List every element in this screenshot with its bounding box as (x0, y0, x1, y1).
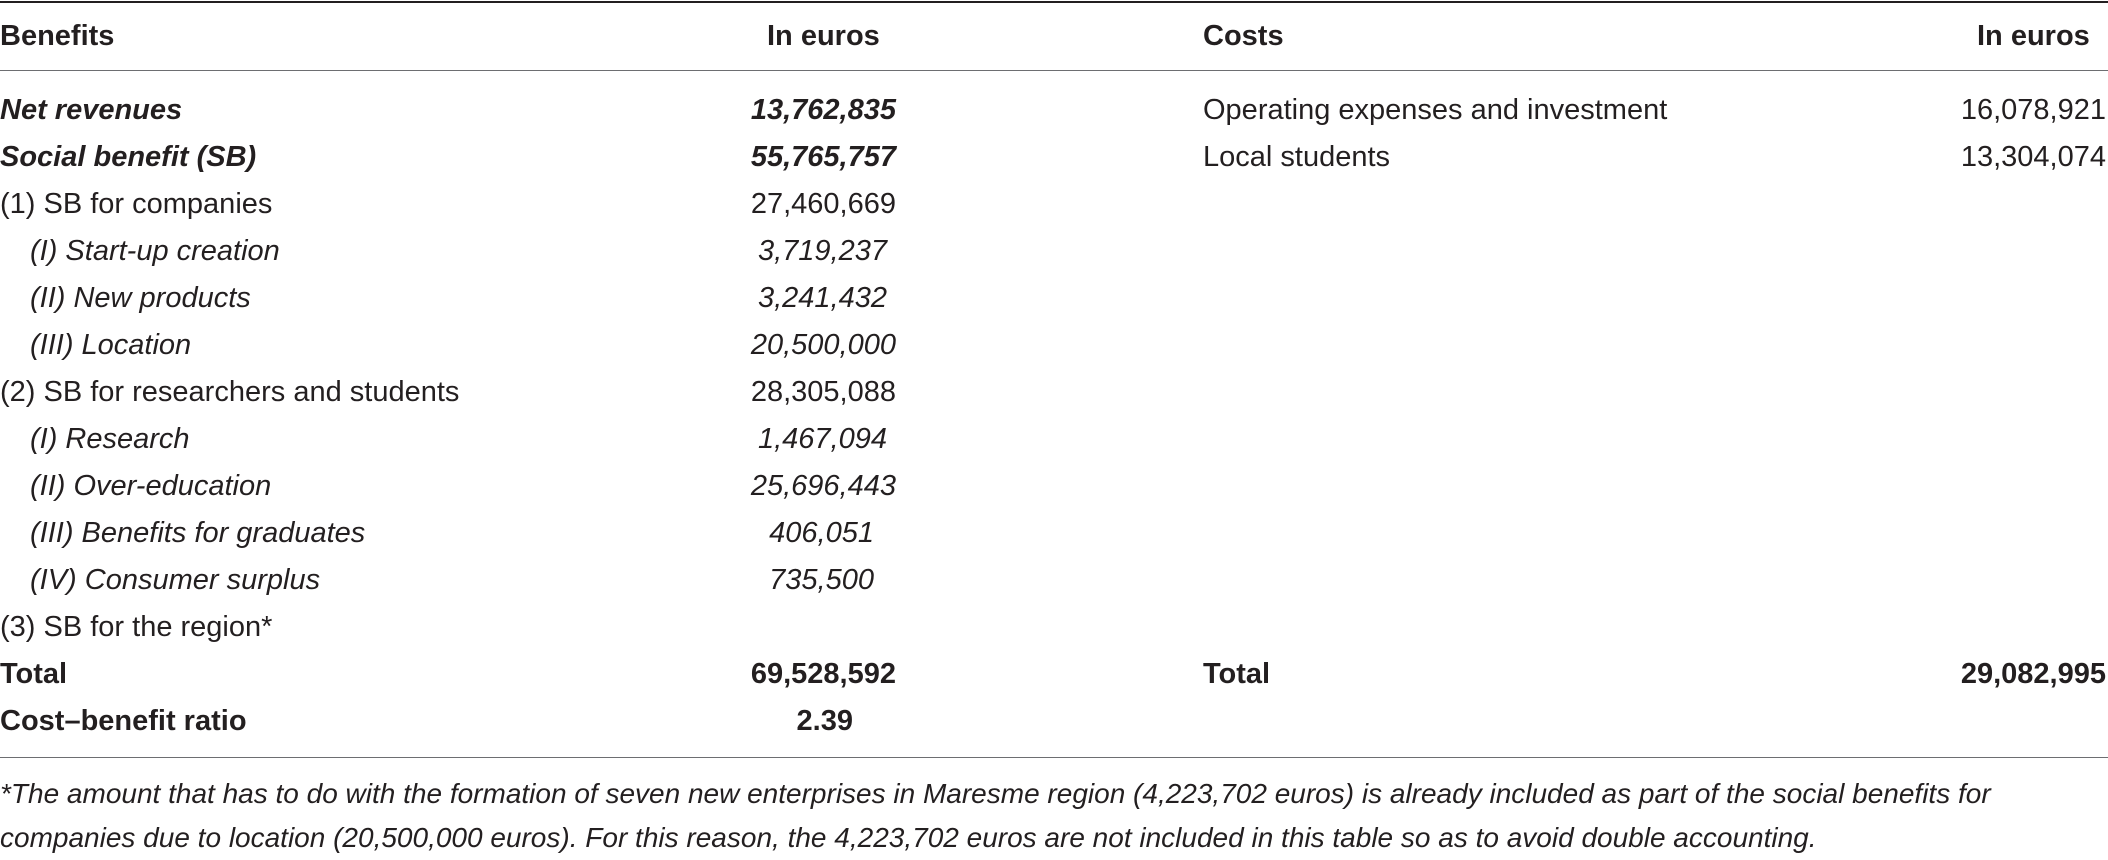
table-top-rule (0, 1, 2108, 3)
row-sb-region-label: (3) SB for the region* (0, 611, 273, 643)
row-ratio-value: 2.39 (796, 705, 853, 737)
row-research-value: 1,467,094 (757, 423, 887, 455)
row-over-education-label: (II) Over-education (30, 470, 272, 502)
row-sb-companies-value: 27,460,669 (750, 188, 896, 220)
row-total-benefits-label: Total (0, 658, 68, 690)
row-net-revenues-label: Net revenues (0, 94, 183, 126)
row-startup-label: (I) Start-up creation (30, 235, 280, 267)
row-social-benefit-value: 55,765,757 (750, 141, 896, 173)
row-sb-companies-label: (1) SB for companies (0, 188, 273, 220)
row-net-revenues-value: 13,762,835 (750, 94, 896, 126)
row-local-students-value: 13,304,074 (1960, 141, 2106, 173)
row-consumer-surplus-label: (IV) Consumer surplus (30, 564, 321, 596)
row-social-benefit-label: Social benefit (SB) (0, 141, 257, 173)
header-benefits: Benefits (0, 20, 115, 52)
row-over-education-value: 25,696,443 (750, 470, 896, 502)
row-location-value: 20,500,000 (750, 329, 896, 361)
row-location-label: (III) Location (30, 329, 192, 361)
row-research-label: (I) Research (30, 423, 190, 455)
row-operating-expenses-label: Operating expenses and investment (1203, 94, 1668, 126)
row-local-students-label: Local students (1203, 141, 1391, 173)
row-operating-expenses-value: 16,078,921 (1960, 94, 2106, 126)
row-ratio-label: Cost–benefit ratio (0, 705, 247, 737)
row-total-costs-value: 29,082,995 (1960, 658, 2106, 690)
table-footnote: *The amount that has to do with the formation of seven new enterprises in Maresme region (4,223,702 euros) is already included as part of the social benefits for companies due to location (20,500,000 euros). For this reason, the 4,223,702 euros are not included in this table so as to avoid double accounting. (0, 778, 1991, 853)
row-sb-researchers-value: 28,305,088 (750, 376, 896, 408)
header-costs-unit: In euros (1977, 20, 2090, 52)
row-new-products-label: (II) New products (30, 282, 251, 314)
row-consumer-surplus-value: 735,500 (769, 564, 874, 596)
row-total-costs-label: Total (1203, 658, 1271, 690)
header-rule (0, 70, 2108, 71)
row-total-benefits-value: 69,528,592 (750, 658, 896, 690)
row-startup-value: 3,719,237 (757, 235, 887, 267)
row-sb-researchers-label: (2) SB for researchers and students (0, 376, 460, 408)
table-bottom-rule (0, 757, 2108, 758)
row-graduates-label: (III) Benefits for graduates (30, 517, 366, 549)
header-benefits-unit: In euros (767, 20, 880, 52)
header-costs: Costs (1203, 20, 1284, 52)
row-graduates-value: 406,051 (769, 517, 874, 549)
row-new-products-value: 3,241,432 (757, 282, 887, 314)
